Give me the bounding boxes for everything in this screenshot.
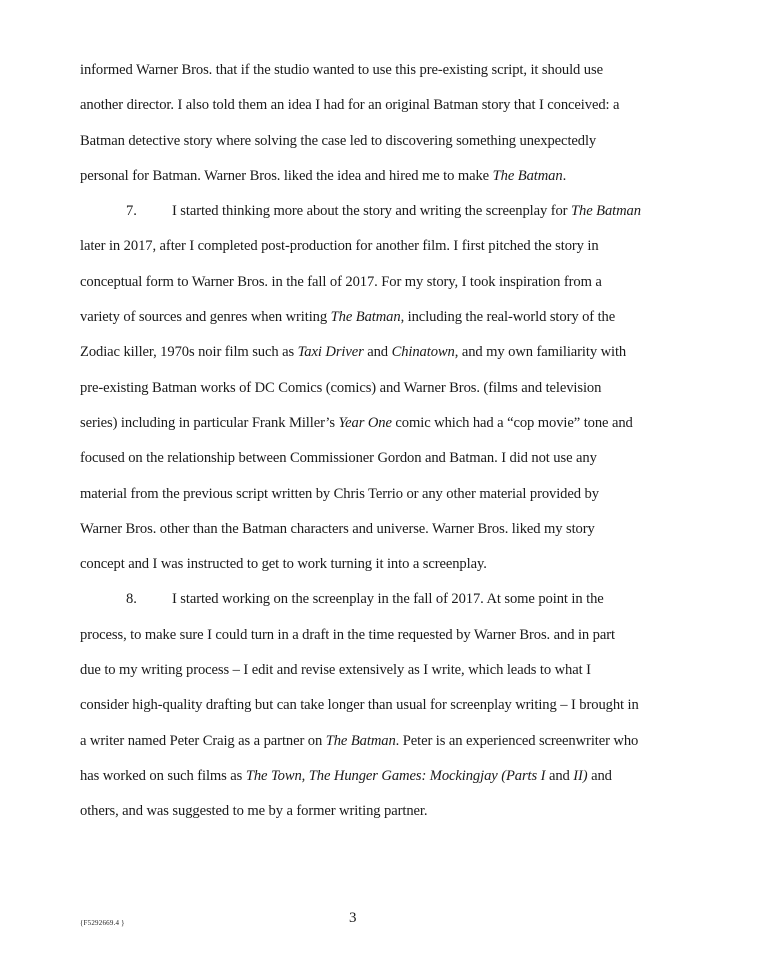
text-line: others, and was suggested to me by a former writing partner.	[80, 803, 428, 820]
film-title: II)	[573, 767, 588, 784]
text-line: later in 2017, after I completed post-production for another film. I first pitched the story in	[80, 238, 599, 255]
paragraph-7-first-line	[80, 194, 700, 229]
text-line	[80, 335, 700, 370]
text-run: Zodiac killer, 1970s noir film such as	[80, 344, 298, 361]
text-line: Warner Bros. other than the Batman characters and universe. Warner Bros. liked my story	[80, 520, 595, 537]
text-line: concept and I was instructed to get to work turning it into a screenplay.	[80, 556, 487, 573]
document-body	[80, 53, 700, 830]
film-title: The Batman	[330, 309, 401, 326]
page-number: 3	[349, 910, 357, 926]
text-run: , including the real-world story of the	[400, 309, 616, 326]
text-line	[80, 406, 700, 441]
text-line	[80, 759, 700, 794]
text-line: process, to make sure I could turn in a draft in the time requested by Warner Bros. and in part	[80, 626, 615, 643]
paragraph-number: 7.	[126, 203, 137, 220]
text-run: I started working on the screenplay in the fall of 2017. At some point in the	[172, 591, 604, 608]
film-title: The Batman	[570, 203, 641, 220]
film-title: Taxi Driver	[297, 344, 364, 361]
film-title: Chinatown	[391, 344, 455, 361]
paragraph-8-first-line	[80, 582, 700, 617]
text-line	[80, 724, 700, 759]
text-line: due to my writing process – I edit and revise extensively as I write, which leads to what I	[80, 662, 591, 679]
text-line	[80, 300, 700, 335]
text-line: consider high-quality drafting but can take longer than usual for screenplay writing – I brought in	[80, 697, 639, 714]
text-line: material from the previous script written by Chris Terrio or any other material provided by	[80, 485, 599, 502]
film-title: The Batman	[492, 167, 563, 184]
text-line: Batman detective story where solving the case led to discovering something unexpectedly	[80, 132, 597, 149]
text-run: and	[587, 767, 612, 784]
text-run: series) including in particular Frank Miller’s	[80, 414, 339, 431]
text-line: focused on the relationship between Commissioner Gordon and Batman. I did not use any	[80, 450, 597, 467]
film-title: The Town, The Hunger Games: Mockingjay (Parts I	[245, 767, 546, 784]
text-run: and	[545, 767, 574, 784]
text-run: .	[562, 167, 567, 184]
text-run: , and my own familiarity with	[454, 344, 627, 361]
text-run: a writer named Peter Craig as a partner on	[80, 732, 326, 749]
text-run: I started thinking more about the story and writing the screenplay for	[172, 203, 571, 220]
text-run: has worked on such films as	[80, 767, 246, 784]
text-line: informed Warner Bros. that if the studio wanted to use this pre-existing script, it should use	[80, 62, 603, 78]
text-run: personal for Batman. Warner Bros. liked the idea and hired me to make	[80, 167, 493, 184]
text-line	[80, 159, 700, 194]
text-line: another director. I also told them an idea I had for an original Batman story that I conceived: a	[80, 97, 620, 114]
paragraph-number: 8.	[126, 591, 137, 608]
text-run: . Peter is an experienced screenwriter who	[395, 732, 639, 749]
film-title: The Batman	[325, 732, 396, 749]
text-run: variety of sources and genres when writing	[80, 309, 331, 326]
text-line: conceptual form to Warner Bros. in the fall of 2017. For my story, I took inspiration from a	[80, 273, 602, 290]
text-line: pre-existing Batman works of DC Comics (comics) and Warner Bros. (films and television	[80, 379, 602, 396]
document-id: {F5292669.4 }	[80, 919, 125, 927]
text-run: comic which had a “cop movie” tone and	[391, 414, 633, 431]
comic-title: Year One	[338, 414, 392, 431]
text-run: and	[363, 344, 392, 361]
